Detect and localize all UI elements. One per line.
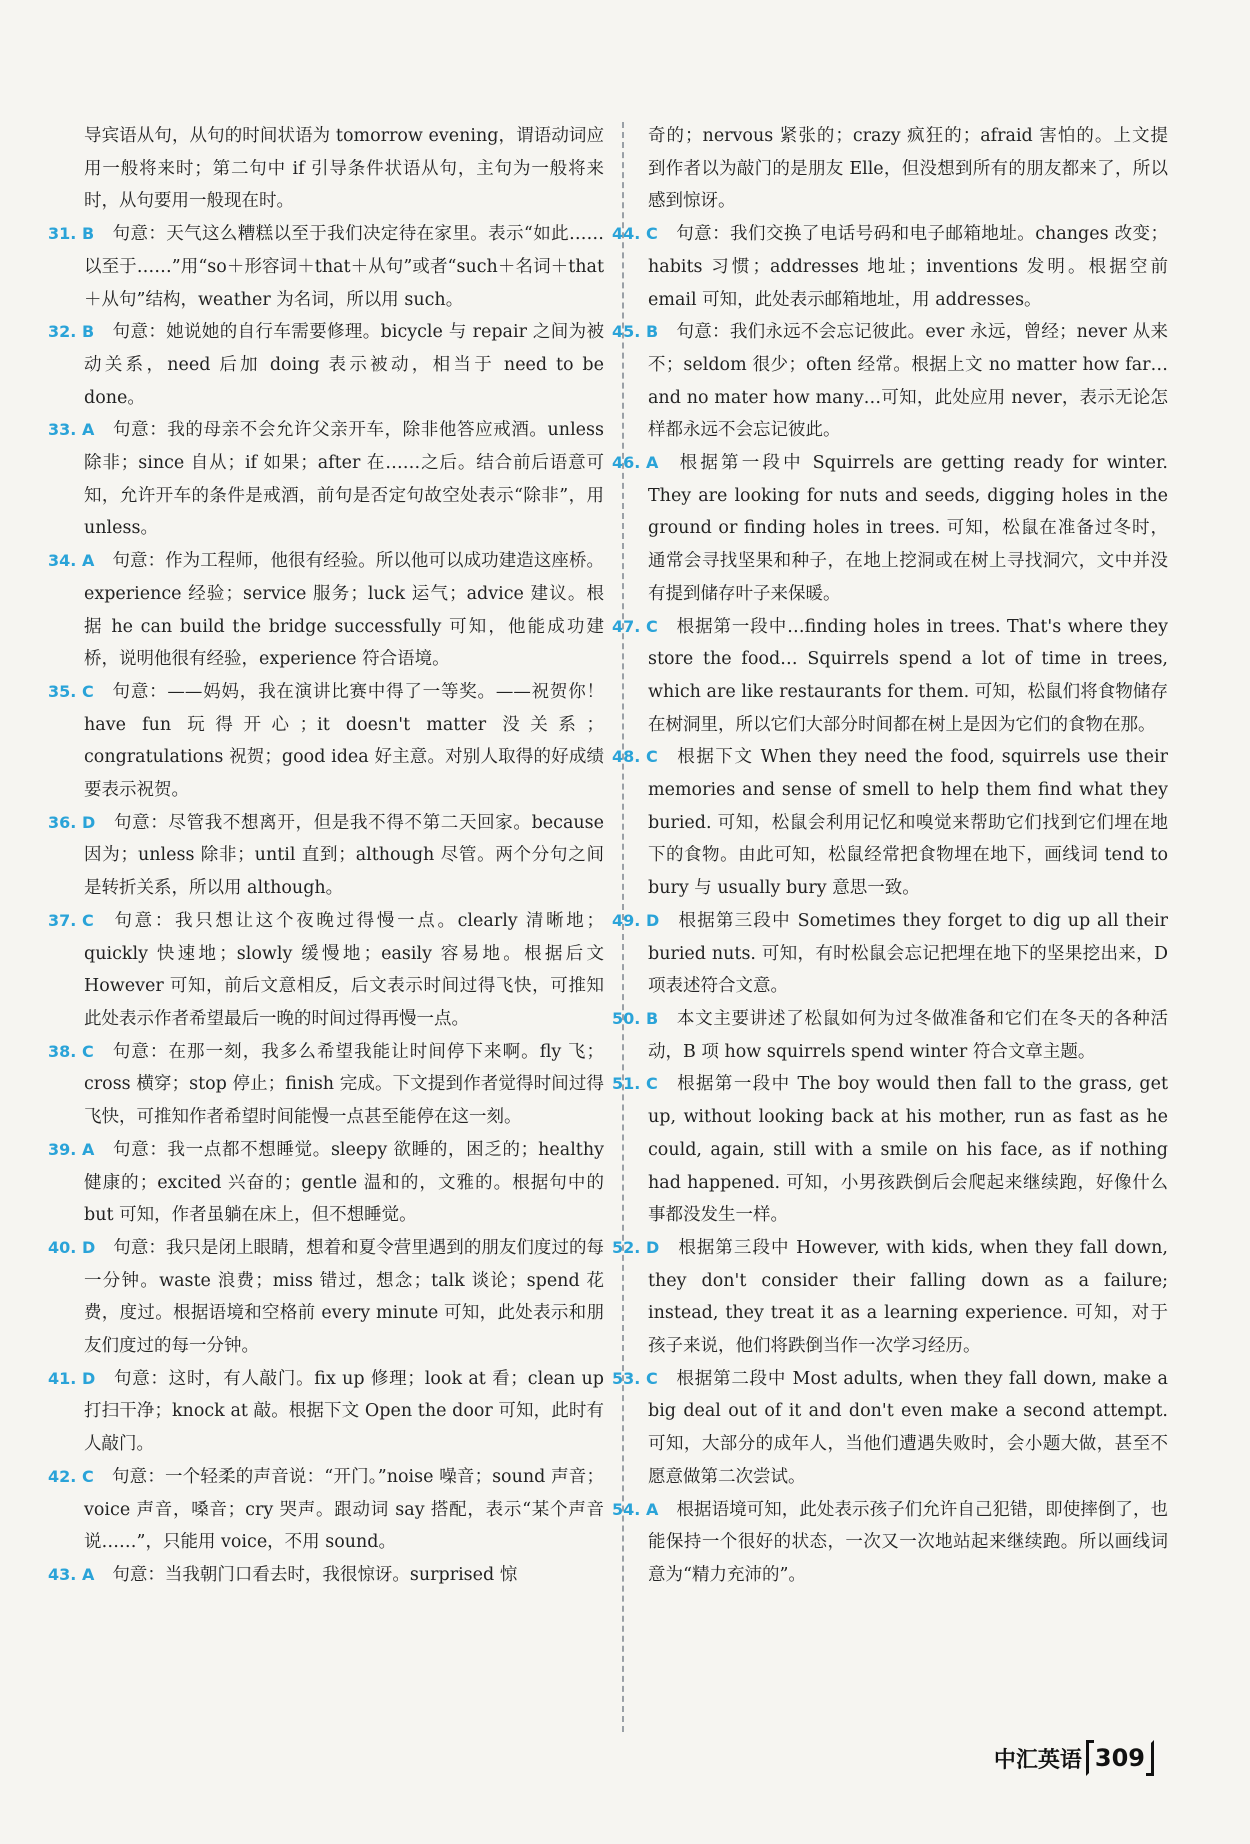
question-number: 35. bbox=[48, 681, 77, 701]
answer-letter: A bbox=[82, 1564, 95, 1584]
answer-item bbox=[612, 316, 1168, 447]
answer-item bbox=[612, 905, 1168, 1003]
explanation-text: 句意：在那一刻，我多么希望我能让时间停下来啊。fly 飞；cross 横穿；stop 停止；finish 完成。下文提到作者觉得时间过得飞快，可推知作者希望时间能慢一点甚至能停在这一刻。 bbox=[84, 1041, 604, 1128]
question-number: 48. bbox=[612, 747, 641, 767]
question-number: 54. bbox=[612, 1499, 641, 1519]
answer-item bbox=[612, 1363, 1168, 1494]
answer-item bbox=[612, 1232, 1168, 1363]
question-number: 31. bbox=[48, 224, 77, 244]
answer-item bbox=[48, 905, 604, 1036]
question-number: 42. bbox=[48, 1466, 77, 1486]
answer-letter: B bbox=[82, 322, 95, 342]
question-number: 53. bbox=[612, 1368, 641, 1388]
answer-item bbox=[48, 1363, 604, 1461]
answer-letter: A bbox=[646, 453, 659, 473]
question-number: 40. bbox=[48, 1237, 77, 1257]
answer-item bbox=[48, 218, 604, 316]
explanation-text: 句意：一个轻柔的声音说：“开门。”noise 噪音；sound 声音；voice 声音，嗓音；cry 哭声。跟动词 say 搭配，表示“某个声音说……”，只能用 voice，不用 sound。 bbox=[84, 1466, 604, 1553]
answer-letter: D bbox=[82, 1237, 96, 1257]
answer-letter: C bbox=[82, 1041, 94, 1061]
answer-item bbox=[612, 741, 1168, 905]
answer-letter: C bbox=[82, 910, 94, 930]
explanation-text: 根据第一段中…finding holes in trees. That's where they store the food… Squirrels spend a lot of time in trees, which are like restaurants for them. 可知，松鼠们将食物储存在树洞里，所以它们大部分时间都在树上是因为它们的食物在那。 bbox=[648, 616, 1168, 735]
answer-item bbox=[612, 1494, 1168, 1592]
right-column bbox=[612, 120, 1168, 1592]
answer-letter: D bbox=[646, 1237, 660, 1257]
answer-item bbox=[48, 316, 604, 414]
answer-item bbox=[48, 807, 604, 905]
answer-letter: B bbox=[646, 322, 659, 342]
answer-letter: D bbox=[82, 1368, 96, 1388]
answer-letter: B bbox=[82, 224, 95, 244]
question-number: 43. bbox=[48, 1564, 77, 1584]
answer-letter: C bbox=[646, 1074, 658, 1094]
question-number: 41. bbox=[48, 1368, 77, 1388]
explanation-text: 句意：——妈妈，我在演讲比赛中得了一等奖。——祝贺你！have fun 玩得开心；it doesn't matter 没关系；congratulations 祝贺；good idea 好主意。对别人取得的好成绩要表示祝贺。 bbox=[84, 681, 604, 801]
question-number: 36. bbox=[48, 812, 77, 832]
question-number: 34. bbox=[48, 551, 77, 571]
explanation-text: 句意：我们交换了电话号码和电子邮箱地址。changes 改变；habits 习惯；addresses 地址；inventions 发明。根据空前 email 可知，此处表示邮箱地址，用 addresses。 bbox=[648, 224, 1168, 310]
explanation-text: 根据第三段中 However, with kids, when they fall down, they don't consider their falling down as a failure; instead, they treat it as a learning experience. 可知，对于孩子来说，他们将跌倒当作一次学习经历。 bbox=[648, 1237, 1168, 1357]
explanation-text: 根据第一段中 Squirrels are getting ready for winter. They are looking for nuts and seeds, digging holes in the ground or finding holes in trees. 可知，松鼠在准备过冬时，通常会寻找坚果和种子，在地上挖洞或在树上寻找洞穴，文中并没有提到储存叶子来保暖。 bbox=[648, 453, 1168, 604]
explanation-text: 句意：我只想让这个夜晚过得慢一点。clearly 清晰地；quickly 快速地；slowly 缓慢地；easily 容易地。根据后文 However 可知，前后文意相反，后文表示时间过得飞快，可推知此处表示作者希望最后一晚的时间过得再慢一点。 bbox=[84, 910, 604, 1029]
explanation-text: 奇的；nervous 紧张的；crazy 疯狂的；afraid 害怕的。上文提到作者以为敲门的是朋友 Elle，但没想到所有的朋友都来了，所以感到惊讶。 bbox=[648, 126, 1168, 212]
answer-letter: C bbox=[646, 224, 658, 244]
answer-item-continued bbox=[84, 120, 604, 218]
question-number: 51. bbox=[612, 1074, 641, 1094]
answer-item bbox=[48, 1559, 604, 1592]
answer-item bbox=[48, 545, 604, 676]
answer-item bbox=[48, 676, 604, 807]
explanation-text: 导宾语从句，从句的时间状语为 tomorrow evening，谓语动词应用一般将来时；第二句中 if 引导条件状语从句，主句为一般将来时，从句要用一般现在时。 bbox=[84, 126, 604, 212]
answer-item bbox=[612, 1003, 1168, 1068]
answer-letter: C bbox=[646, 616, 658, 636]
answer-item bbox=[48, 1461, 604, 1559]
question-number: 49. bbox=[612, 910, 641, 930]
answer-item bbox=[612, 218, 1168, 316]
question-number: 45. bbox=[612, 322, 641, 342]
explanation-text: 句意：我的母亲不会允许父亲开车，除非他答应戒酒。unless 除非；since 自从；if 如果；after 在……之后。结合前后语意可知，允许开车的条件是戒酒，前句是否定句故空处表示“除非”，用 unless。 bbox=[84, 420, 604, 539]
explanation-text: 句意：当我朝门口看去时，我很惊讶。surprised 惊 bbox=[112, 1564, 518, 1585]
question-number: 46. bbox=[612, 453, 641, 473]
explanation-text: 本文主要讲述了松鼠如何为过冬做准备和它们在冬天的各种活动，B 项 how squirrels spend winter 符合文章主题。 bbox=[648, 1008, 1168, 1062]
page-footer bbox=[994, 1740, 1154, 1776]
answer-letter: A bbox=[82, 551, 95, 571]
explanation-text: 句意：作为工程师，他很有经验。所以他可以成功建造这座桥。experience 经验；service 服务；luck 运气；advice 建议。根据 he can build the bridge successfully 可知，他能成功建桥，说明他很有经验，experience 符合语境。 bbox=[84, 551, 604, 670]
explanation-text: 根据下文 When they need the food, squirrels use their memories and sense of smell to help them find what they buried. 可知，松鼠会利用记忆和嗅觉来帮助它们找到它们埋在地下的食物。由此可知，松鼠经常把食物埋在地下，画线词 tend to bury 与 usually bury 意思一致。 bbox=[648, 747, 1168, 899]
answer-item bbox=[612, 447, 1168, 611]
question-number: 39. bbox=[48, 1139, 77, 1159]
explanation-text: 句意：她说她的自行车需要修理。bicycle 与 repair 之间为被动关系，need 后加 doing 表示被动，相当于 need to be done。 bbox=[84, 322, 604, 408]
explanation-text: 句意：尽管我不想离开，但是我不得不第二天回家。because 因为；unless 除非；until 直到；although 尽管。两个分句之间是转折关系，所以用 although。 bbox=[84, 812, 604, 899]
answer-letter: C bbox=[646, 747, 658, 767]
explanation-text: 句意：这时，有人敲门。fix up 修理；look at 看；clean up 打扫干净；knock at 敲。根据下文 Open the door 可知，此时有人敲门。 bbox=[84, 1368, 604, 1455]
answer-letter: A bbox=[82, 420, 95, 440]
answer-letter: A bbox=[82, 1139, 95, 1159]
answer-letter: B bbox=[646, 1008, 659, 1028]
page-number: 309 bbox=[1086, 1740, 1154, 1776]
question-number: 47. bbox=[612, 616, 641, 636]
answer-item bbox=[612, 611, 1168, 742]
answer-letter: D bbox=[82, 812, 96, 832]
answer-item bbox=[48, 1134, 604, 1232]
explanation-text: 句意：我只是闭上眼睛，想着和夏令营里遇到的朋友们度过的每一分钟。waste 浪费；miss 错过，想念；talk 谈论；spend 花费，度过。根据语境和空格前 every minute 可知，此处表示和朋友们度过的每一分钟。 bbox=[84, 1237, 604, 1357]
question-number: 33. bbox=[48, 420, 77, 440]
left-column bbox=[48, 120, 604, 1592]
answer-item bbox=[48, 1036, 604, 1134]
answer-letter: A bbox=[646, 1499, 659, 1519]
answer-item bbox=[612, 1068, 1168, 1232]
answer-letter: D bbox=[646, 910, 660, 930]
explanation-text: 根据第三段中 Sometimes they forget to dig up all their buried nuts. 可知，有时松鼠会忘记把埋在地下的坚果挖出来，D 项表述符合文意。 bbox=[648, 910, 1168, 997]
explanation-text: 句意：我们永远不会忘记彼此。ever 永远，曾经；never 从来不；seldom 很少；often 经常。根据上文 no matter how far…and no mater how many…可知，此处应用 never，表示无论怎样都永远不会忘记彼此。 bbox=[648, 322, 1168, 441]
explanation-text: 句意：天气这么糟糕以至于我们决定待在家里。表示“如此……以至于……”用“so＋形容词＋that＋从句”或者“such＋名词＋that＋从句”结构，weather 为名词，所以用 such。 bbox=[84, 224, 604, 310]
answer-letter: C bbox=[82, 1466, 94, 1486]
question-number: 32. bbox=[48, 322, 77, 342]
book-title: 中汇英语 bbox=[993, 1747, 1082, 1773]
answer-letter: C bbox=[646, 1368, 658, 1388]
answer-item bbox=[48, 414, 604, 545]
answer-item bbox=[48, 1232, 604, 1363]
question-number: 52. bbox=[612, 1237, 641, 1257]
question-number: 44. bbox=[612, 224, 641, 244]
explanation-text: 句意：我一点都不想睡觉。sleepy 欲睡的，困乏的；healthy 健康的；excited 兴奋的；gentle 温和的，文雅的。根据句中的 but 可知，作者虽躺在床上，但不想睡觉。 bbox=[84, 1139, 604, 1226]
answer-letter: C bbox=[82, 681, 94, 701]
answer-item-continued bbox=[648, 120, 1168, 218]
explanation-text: 根据第二段中 Most adults, when they fall down, make a big deal out of it and don't even make a second attempt. 可知，大部分的成年人，当他们遭遇失败时，会小题大做，甚至不愿意做第二次尝试。 bbox=[648, 1368, 1168, 1487]
question-number: 50. bbox=[612, 1008, 641, 1028]
explanation-text: 根据第一段中 The boy would then fall to the grass, get up, without looking back at his mother, run as fast as he could, again, still with a smile on his face, as if nothing had happened. 可知，小男孩跌倒后会爬起来继续跑，好像什么事都没发生一样。 bbox=[648, 1074, 1168, 1226]
explanation-text: 根据语境可知，此处表示孩子们允许自己犯错，即使摔倒了，也能保持一个很好的状态，一次又一次地站起来继续跑。所以画线词意为“精力充沛的”。 bbox=[648, 1499, 1168, 1585]
question-number: 38. bbox=[48, 1041, 77, 1061]
question-number: 37. bbox=[48, 910, 77, 930]
